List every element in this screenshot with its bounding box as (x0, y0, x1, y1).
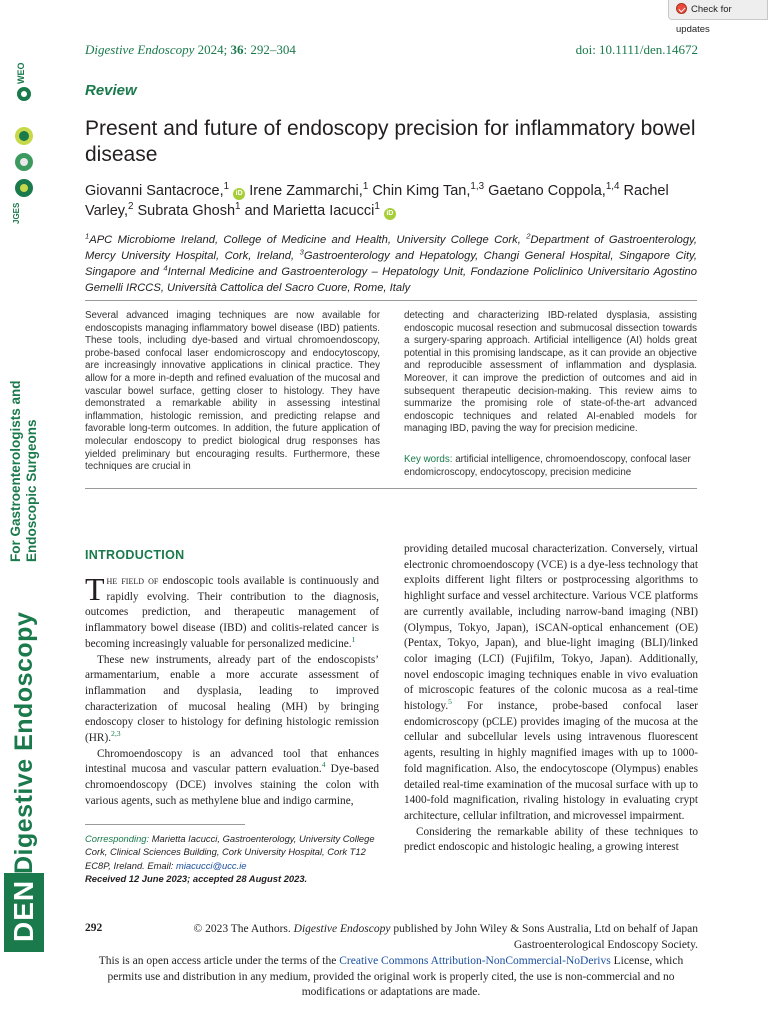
page-number: 292 (85, 922, 103, 934)
author-name: Irene Zammarchi, (249, 183, 363, 199)
copyright-text: published by John Wiley & Sons Australia, Ltd on behalf of Japan Gastroenterological Endoscopy Society. (390, 923, 698, 951)
small-caps-lead: he field of (106, 575, 159, 587)
corr-label: Corresponding: (85, 833, 150, 844)
affiliation-text: Department of Gastroenterology, Mercy University Hospital, Cork, Ireland, (85, 234, 698, 262)
abstract-bottom-rule (85, 488, 697, 489)
citation-link[interactable]: 1 (351, 635, 356, 645)
received-dates: Received 12 June 2023; accepted 28 August 2023. (85, 873, 308, 885)
orcid-icon[interactable]: iD (384, 208, 396, 220)
weo-logo-text: WEO (16, 62, 26, 84)
header-doi-link[interactable]: doi: 10.1111/den.14672 (575, 42, 698, 57)
article-type: Review (85, 82, 137, 99)
author-name: Subrata Ghosh (137, 203, 236, 219)
sidebar-tagline-line1: For Gastroenterologists and (8, 380, 23, 562)
paragraph (85, 747, 379, 810)
license-text: License, which permits use and distribution in any medium, provided the original work is properly cited, the use is non-commercial and no modifications or adaptations are made. (107, 955, 684, 999)
header-pages: : 292–304 (243, 42, 296, 57)
paragraph (404, 542, 698, 825)
copyright-text: © 2023 The Authors. (193, 923, 294, 935)
body-column-right (404, 542, 698, 856)
author-name: Gaetano Coppola, (488, 183, 606, 199)
header-year: 2024; (194, 42, 231, 57)
paragraph-text: Dye-based chromoendoscopy (DCE) involves staining the colon with various agents, such as methylene blue and indigo carmine, (85, 763, 379, 807)
check-for-updates-button[interactable] (668, 0, 768, 35)
abstract-left: Several advanced imaging techniques are now available for endoscopists managing inflammatory bowel disease (IBD) patients. These tools, including dye-based and virtual chromoendoscopy, probe-based confocal laser endomicroscopy and endocytoscopy, are increasingly innovative applications in clinical practice. They allow for a more in-depth and refined evaluation of the mucosal and vascular bowel surface, getting closer to histology. They have demonstrated a remarkable ability in assessing intestinal inflammation, histologic remission, and predicting relapse and favorable long-term outcomes. In addition, the future application of molecular endoscopy to predict biological drug responses has yielded preliminary but encouraging results. Furthermore, these techniques are crucial in (85, 310, 380, 473)
keywords (404, 454, 697, 479)
body-column-left (85, 571, 380, 810)
author-sup: 1 (235, 201, 241, 213)
author-list (85, 181, 705, 221)
author-sup: 1 (374, 201, 380, 213)
affiliation-text: APC Microbiome Ireland, College of Medicine and Health, University College Cork, (89, 234, 527, 246)
check-badge-icon (676, 3, 687, 14)
check-for-updates-label: Check for updates (676, 4, 732, 35)
sidebar-tagline-line2: Endoscopic Surgeons (24, 419, 39, 562)
sidebar-journal-name: Digestive Endoscopy (10, 611, 38, 874)
section-heading-introduction: INTRODUCTION (85, 548, 185, 562)
affil-sup: 4 (163, 263, 168, 273)
article-title: Present and future of endoscopy precision for inflammatory bowel disease (85, 117, 696, 166)
journal-sidebar (0, 0, 48, 1024)
affiliation-text: Internal Medicine and Gastroenterology – Hepatology Unit, Fondazione Policlinico Universitario Agostino Gemelli IRCCS, Università Cattolica del Sacro Cuore, Rome, Italy (85, 266, 697, 294)
author-name: Rachel Varley, (85, 183, 669, 219)
paragraph (404, 825, 698, 856)
correspondence-note (85, 832, 379, 886)
paragraph-text: These new instruments, already part of the endoscopists’ armamentarium, enable a more accurate assessment of inflammation and dysplasia, leading to improved characterization of mucosal healing (MH) by bringing endoscopy closer to histology for defining histologic remission (HR). (85, 653, 379, 745)
jges-logo-text: JGES (12, 202, 21, 224)
author-sup: 1 (362, 181, 369, 193)
keywords-label: Key words: (404, 454, 453, 465)
drop-cap: T (85, 571, 105, 607)
corr-email-link[interactable]: miacucci@ucc.ie (176, 859, 247, 871)
license-link[interactable]: Creative Commons Attribution-NonCommercial-NoDerivs (339, 955, 611, 967)
author-name: and Marietta Iacucci (244, 203, 375, 219)
den-badge: DEN (4, 873, 44, 952)
orcid-icon[interactable]: iD (233, 188, 245, 200)
paragraph-text: endoscopic tools available is continuously and rapidly evolving. Their contribution to the diagnosis, outcomes prediction, and therapeutic management of inflammatory bowel disease (IBD) and colitis-related cancer is becoming increasingly valuable for personalized medicine. (85, 575, 380, 650)
author-sup: 2 (127, 201, 134, 213)
license-text: This is an open access article under the terms of the (98, 955, 340, 967)
affil-sup: 1 (85, 231, 90, 241)
paragraph (85, 653, 379, 747)
footnote-rule (85, 824, 245, 825)
paragraph-text: providing detailed mucosal characterization. Conversely, virtual electronic chromoendoscopy (VCE) is a dye-less technology that exploits different light filters or postprocessing algorithms to highlight surface and vessel architecture. Various VCE platforms are currently available, including narrow-band imaging (NBI) (Olympus, Tokyo, Japan), iSCAN-optical enhancement (OE) (Pentax, Tokyo, Japan), and blue-light imaging (BLI)/linked color imaging (LCI) (Fujifilm, Tokyo, Japan). Additionally, novel endoscopic imaging techniques enable in vivo evaluation of microscopic features of the colonic mucosa as a real-time histology. (404, 543, 698, 713)
copyright-notice (178, 922, 698, 953)
paragraph (85, 571, 380, 653)
author-sup: 1,3 (470, 181, 485, 193)
header-volume: 36 (230, 42, 244, 57)
license-notice (85, 954, 697, 1001)
citation-link[interactable]: 5 (448, 697, 452, 707)
abstract-top-rule (85, 300, 697, 301)
affiliations (85, 232, 697, 296)
paragraph-text: Chromoendoscopy is an advanced tool that enhances intestinal mucosa and vascular pattern evaluation. (85, 747, 379, 776)
running-header-citation (85, 42, 296, 58)
citation-link[interactable]: 4 (321, 760, 326, 770)
author-name: Giovanni Santacroce, (85, 183, 224, 199)
affil-sup: 3 (299, 247, 304, 257)
author-sup: 1,4 (605, 181, 620, 193)
corr-text: Marietta Iacucci, Gastroenterology, University College Cork, Clinical Sciences Building, Cork University Hospital, Cork T12 EC8P, Ireland. Email: (85, 833, 375, 871)
author-sup: 1 (223, 181, 230, 193)
affil-sup: 2 (526, 231, 531, 241)
copyright-journal: Digestive Endoscopy (293, 923, 391, 935)
paragraph-text: Considering the remarkable ability of these techniques to predict endoscopic and histologic healing, a growing interest (404, 825, 698, 854)
paragraph-text: For instance, probe-based confocal laser endomicroscopy (pCLE) provides imaging of the mucosa at the cellular and subcellular levels using intravenous fluorescent agents, resulting in highly magnified images with up to 1000-fold magnification. Also, the endocytoscope (Olympus) enables detailed real-time examination of the mucosal surface with up to 1400-fold magnification, rivaling histology in evaluating crypt architecture, cellular infiltration, and microvessel impairment. (404, 700, 698, 822)
citation-link[interactable]: 2,3 (111, 729, 121, 739)
author-name: Chin Kimg Tan, (372, 183, 471, 199)
sidebar-rotated-text (0, 0, 48, 952)
keywords-list: artificial intelligence, chromoendoscopy, confocal laser endomicroscopy, endocytoscopy, precision medicine (404, 454, 691, 478)
abstract-right: detecting and characterizing IBD-related dysplasia, assisting endoscopic mucosal resection and submucosal dissection towards a surgery-sparing approach. Artificial intelligence (AI) holds great potential in this promising landscape, as it can provide an objective and reproducible assessment of inflammation and dysplasia. Moreover, it can improve the prediction of outcomes and aid in subsequent therapeutic decision-making. This review aims to summarize the promising role of state-of-the-art advanced endoscopic techniques and related AI-enabled models for managing IBD, paving the way for precision medicine. (404, 310, 697, 435)
header-journal: Digestive Endoscopy (85, 42, 195, 57)
affiliation-text: Gastroenterology and Hepatology, Changi General Hospital, Singapore City, Singapore and (85, 250, 697, 278)
